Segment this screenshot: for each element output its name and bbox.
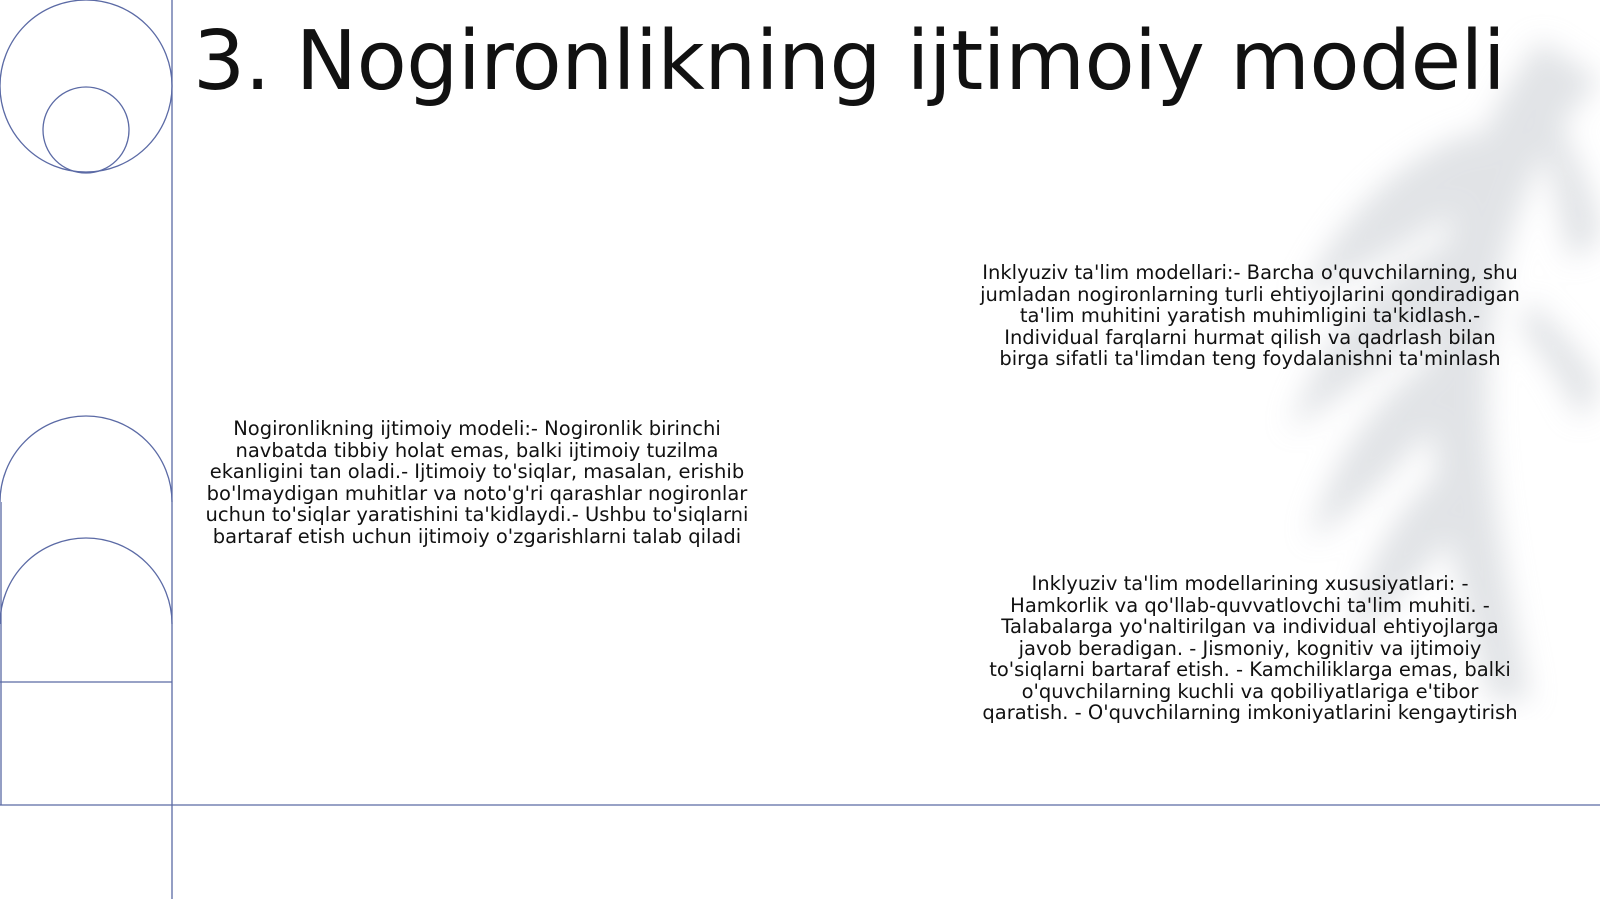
inclusive-models-text: Inklyuziv ta'lim modellari:- Barcha o'quvchilarning, shu jumladan nogironlarning turli ehtiyojlarini qondiradigan ta'lim muhitini yaratish muhimligini ta'kidlash.- Individual farqlarni hurmat qilish va qadrlash bilan birga sifatli ta'limdan teng foydalanishni ta'minlash [980, 261, 1520, 370]
lower-arch-outline [0, 538, 172, 624]
large-circle-outline [0, 0, 172, 172]
small-circle-outline [43, 87, 129, 173]
slide-title: 3. Nogironlikning ijtimoiy modeli [193, 14, 1506, 109]
social-model-text: Nogironlikning ijtimoiy modeli:- Nogironlik birinchi navbatda tibbiy holat emas, balki ijtimoiy tuzilma ekanligini tan oladi.- Ijtimoiy to'siqlar, masalan, erishib bo'lmaydigan muhitlar va noto'g'ri qarashlar nogironlar uchun to'siqlar yaratishini ta'kidlaydi.- Ushbu to'siqlarni bartaraf etish uchun ijtimoiy o'zgarishlarni talab qiladi [205, 417, 749, 548]
upper-arch-outline [0, 416, 172, 502]
inclusive-features-text: Inklyuziv ta'lim modellarining xususiyatlari: - Hamkorlik va qo'llab-quvvatlovchi ta'lim muhiti. - Talabalarga yo'naltirilgan va individual ehtiyojlarga javob beradigan. - Jismoniy, kognitiv va ijtimoiy to'siqlarni bartaraf etish. - Kamchiliklarga emas, balki o'quvchilarning kuchli va qobiliyatlariga e'tibor qaratish. - O'quvchilarning imkoniyatlarini kengaytirish [982, 572, 1518, 724]
